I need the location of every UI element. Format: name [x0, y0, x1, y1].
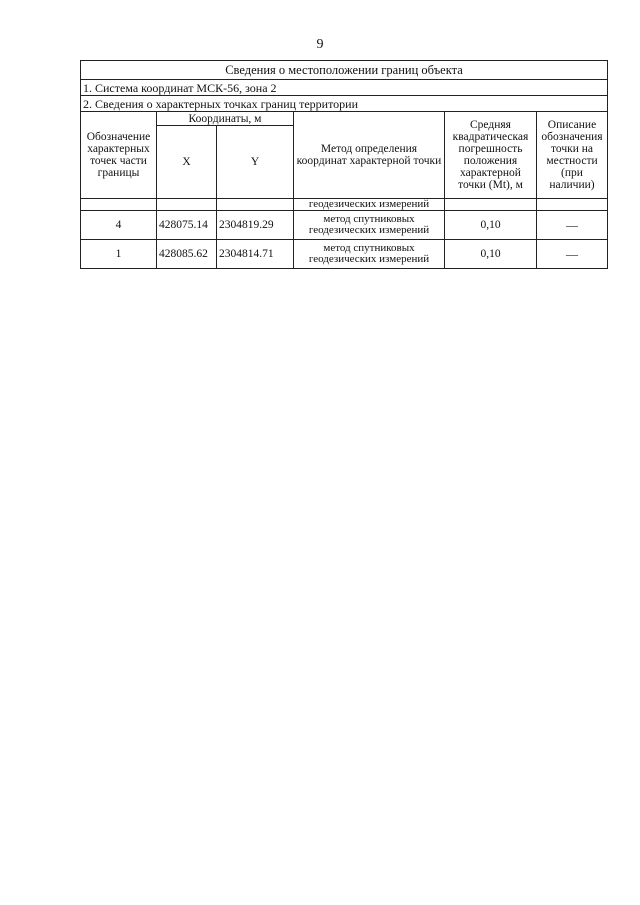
continuation-row [81, 199, 608, 211]
cell-error: 0,10 [445, 211, 537, 240]
section-characteristic-points: 2. Сведения о характерных точках границ территории [81, 96, 608, 112]
boundary-table [80, 60, 608, 269]
header-x: X [157, 126, 217, 199]
section-coordinate-system: 1. Система координат МСК-56, зона 2 [81, 80, 608, 96]
cell-x: 428085.62 [157, 240, 217, 269]
table-title: Сведения о местоположении границ объекта [81, 61, 608, 80]
header-method: Метод определения координат характерной точки [294, 112, 445, 199]
continuation-cell [537, 199, 608, 211]
table-row [81, 240, 608, 269]
method-line: геодезических измерений [308, 253, 430, 265]
table-row [81, 211, 608, 240]
continuation-cell [445, 199, 537, 211]
cell-description: — [537, 211, 608, 240]
cell-description: — [537, 240, 608, 269]
cell-error: 0,10 [445, 240, 537, 269]
cell-y: 2304819.29 [217, 211, 294, 240]
method-line: метод спутниковых [323, 213, 415, 225]
cell-y: 2304814.71 [217, 240, 294, 269]
cell-method [294, 240, 445, 269]
header-coordinates: Координаты, м [157, 112, 294, 126]
continuation-method: геодезических измерений [294, 199, 445, 211]
cell-x: 428075.14 [157, 211, 217, 240]
header-error: Средняя квадратическая погрешность положения характерной точки (Mt), м [445, 112, 537, 199]
continuation-cell [81, 199, 157, 211]
header-point-designation: Обозначение характерных точек части границы [81, 112, 157, 199]
continuation-cell [217, 199, 294, 211]
page-number: 9 [316, 37, 324, 52]
cell-point: 4 [81, 211, 157, 240]
cell-point: 1 [81, 240, 157, 269]
method-line: метод спутниковых [323, 242, 415, 254]
header-description: Описание обозначения точки на местности (при наличии) [537, 112, 608, 199]
header-y: Y [217, 126, 294, 199]
continuation-cell [157, 199, 217, 211]
cell-method [294, 211, 445, 240]
method-line: геодезических измерений [308, 224, 430, 236]
